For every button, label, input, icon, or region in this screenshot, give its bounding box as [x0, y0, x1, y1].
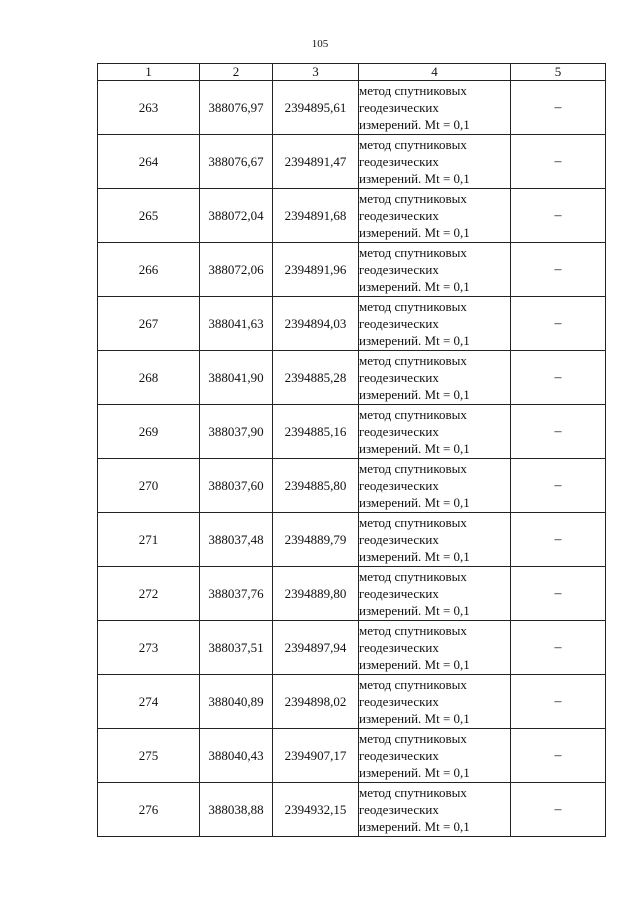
y-coordinate-cell: 2394891,68 — [273, 189, 359, 243]
note-cell: – — [511, 675, 606, 729]
method-line: метод спутниковых — [359, 407, 467, 422]
method-line: геодезических — [359, 208, 439, 223]
method-cell — [359, 243, 511, 297]
method-line: геодезических — [359, 478, 439, 493]
x-coordinate-cell: 388072,06 — [200, 243, 273, 297]
y-coordinate-cell: 2394891,47 — [273, 135, 359, 189]
y-coordinate-cell: 2394889,80 — [273, 567, 359, 621]
method-line: метод спутниковых — [359, 461, 467, 476]
y-coordinate-cell: 2394885,80 — [273, 459, 359, 513]
point-number-cell: 266 — [98, 243, 200, 297]
point-number-cell: 264 — [98, 135, 200, 189]
table-row — [98, 243, 606, 297]
method-line: геодезических — [359, 100, 439, 115]
method-line: метод спутниковых — [359, 83, 467, 98]
method-line: метод спутниковых — [359, 515, 467, 530]
method-line: измерений. Mt = 0,1 — [359, 819, 470, 834]
note-cell: – — [511, 189, 606, 243]
method-line: геодезических — [359, 262, 439, 277]
method-line: измерений. Mt = 0,1 — [359, 603, 470, 618]
table-row — [98, 351, 606, 405]
method-cell — [359, 513, 511, 567]
point-number-cell: 272 — [98, 567, 200, 621]
method-line: измерений. Mt = 0,1 — [359, 495, 470, 510]
method-line: геодезических — [359, 154, 439, 169]
y-coordinate-cell: 2394885,16 — [273, 405, 359, 459]
method-line: геодезических — [359, 370, 439, 385]
y-coordinate-cell: 2394894,03 — [273, 297, 359, 351]
method-line: метод спутниковых — [359, 731, 467, 746]
x-coordinate-cell: 388076,67 — [200, 135, 273, 189]
y-coordinate-cell: 2394889,79 — [273, 513, 359, 567]
point-number-cell: 273 — [98, 621, 200, 675]
method-line: метод спутниковых — [359, 677, 467, 692]
method-line: метод спутниковых — [359, 245, 467, 260]
method-line: измерений. Mt = 0,1 — [359, 441, 470, 456]
method-line: измерений. Mt = 0,1 — [359, 711, 470, 726]
x-coordinate-cell: 388076,97 — [200, 81, 273, 135]
method-line: геодезических — [359, 586, 439, 601]
method-line: измерений. Mt = 0,1 — [359, 171, 470, 186]
x-coordinate-cell: 388037,51 — [200, 621, 273, 675]
point-number-cell: 267 — [98, 297, 200, 351]
method-line: измерений. Mt = 0,1 — [359, 765, 470, 780]
method-line: метод спутниковых — [359, 191, 467, 206]
method-cell — [359, 81, 511, 135]
table-row — [98, 81, 606, 135]
point-number-cell: 268 — [98, 351, 200, 405]
method-line: метод спутниковых — [359, 353, 467, 368]
point-number-cell: 275 — [98, 729, 200, 783]
header-col-2: 2 — [200, 64, 273, 81]
method-line: метод спутниковых — [359, 569, 467, 584]
method-line: измерений. Mt = 0,1 — [359, 657, 470, 672]
table-row — [98, 783, 606, 837]
table-header-row — [98, 64, 606, 81]
table-row — [98, 729, 606, 783]
x-coordinate-cell: 388040,89 — [200, 675, 273, 729]
header-col-5: 5 — [511, 64, 606, 81]
x-coordinate-cell: 388040,43 — [200, 729, 273, 783]
table-row — [98, 513, 606, 567]
note-cell: – — [511, 81, 606, 135]
point-number-cell: 271 — [98, 513, 200, 567]
point-number-cell: 274 — [98, 675, 200, 729]
method-line: измерений. Mt = 0,1 — [359, 279, 470, 294]
note-cell: – — [511, 513, 606, 567]
y-coordinate-cell: 2394891,96 — [273, 243, 359, 297]
method-cell — [359, 729, 511, 783]
x-coordinate-cell: 388038,88 — [200, 783, 273, 837]
note-cell: – — [511, 405, 606, 459]
x-coordinate-cell: 388037,90 — [200, 405, 273, 459]
x-coordinate-cell: 388041,63 — [200, 297, 273, 351]
table-row — [98, 567, 606, 621]
method-line: геодезических — [359, 640, 439, 655]
table-row — [98, 297, 606, 351]
method-line: измерений. Mt = 0,1 — [359, 225, 470, 240]
note-cell: – — [511, 297, 606, 351]
method-line: метод спутниковых — [359, 785, 467, 800]
method-cell — [359, 675, 511, 729]
method-line: метод спутниковых — [359, 299, 467, 314]
y-coordinate-cell: 2394897,94 — [273, 621, 359, 675]
y-coordinate-cell: 2394885,28 — [273, 351, 359, 405]
method-cell — [359, 135, 511, 189]
y-coordinate-cell: 2394898,02 — [273, 675, 359, 729]
method-line: геодезических — [359, 694, 439, 709]
method-cell — [359, 459, 511, 513]
coordinates-table — [97, 63, 606, 837]
header-col-3: 3 — [273, 64, 359, 81]
method-cell — [359, 405, 511, 459]
y-coordinate-cell: 2394907,17 — [273, 729, 359, 783]
method-cell — [359, 297, 511, 351]
y-coordinate-cell: 2394895,61 — [273, 81, 359, 135]
table-row — [98, 189, 606, 243]
method-line: измерений. Mt = 0,1 — [359, 549, 470, 564]
point-number-cell: 270 — [98, 459, 200, 513]
note-cell: – — [511, 243, 606, 297]
point-number-cell: 269 — [98, 405, 200, 459]
method-line: измерений. Mt = 0,1 — [359, 387, 470, 402]
table-row — [98, 459, 606, 513]
x-coordinate-cell: 388037,76 — [200, 567, 273, 621]
point-number-cell: 276 — [98, 783, 200, 837]
header-col-1: 1 — [98, 64, 200, 81]
method-line: измерений. Mt = 0,1 — [359, 333, 470, 348]
note-cell: – — [511, 621, 606, 675]
note-cell: – — [511, 135, 606, 189]
x-coordinate-cell: 388072,04 — [200, 189, 273, 243]
method-line: измерений. Mt = 0,1 — [359, 117, 470, 132]
method-line: геодезических — [359, 532, 439, 547]
note-cell: – — [511, 351, 606, 405]
method-line: метод спутниковых — [359, 137, 467, 152]
header-col-4: 4 — [359, 64, 511, 81]
method-line: метод спутниковых — [359, 623, 467, 638]
note-cell: – — [511, 729, 606, 783]
point-number-cell: 265 — [98, 189, 200, 243]
x-coordinate-cell: 388037,60 — [200, 459, 273, 513]
method-line: геодезических — [359, 802, 439, 817]
table-row — [98, 135, 606, 189]
note-cell: – — [511, 459, 606, 513]
table-row — [98, 675, 606, 729]
method-line: геодезических — [359, 316, 439, 331]
y-coordinate-cell: 2394932,15 — [273, 783, 359, 837]
method-line: геодезических — [359, 748, 439, 763]
point-number-cell: 263 — [98, 81, 200, 135]
x-coordinate-cell: 388037,48 — [200, 513, 273, 567]
method-cell — [359, 567, 511, 621]
method-line: геодезических — [359, 424, 439, 439]
table-row — [98, 405, 606, 459]
table-row — [98, 621, 606, 675]
method-cell — [359, 189, 511, 243]
table-body — [98, 81, 606, 837]
method-cell — [359, 783, 511, 837]
method-cell — [359, 351, 511, 405]
page-number: 105 — [311, 38, 329, 50]
note-cell: – — [511, 783, 606, 837]
x-coordinate-cell: 388041,90 — [200, 351, 273, 405]
note-cell: – — [511, 567, 606, 621]
method-cell — [359, 621, 511, 675]
